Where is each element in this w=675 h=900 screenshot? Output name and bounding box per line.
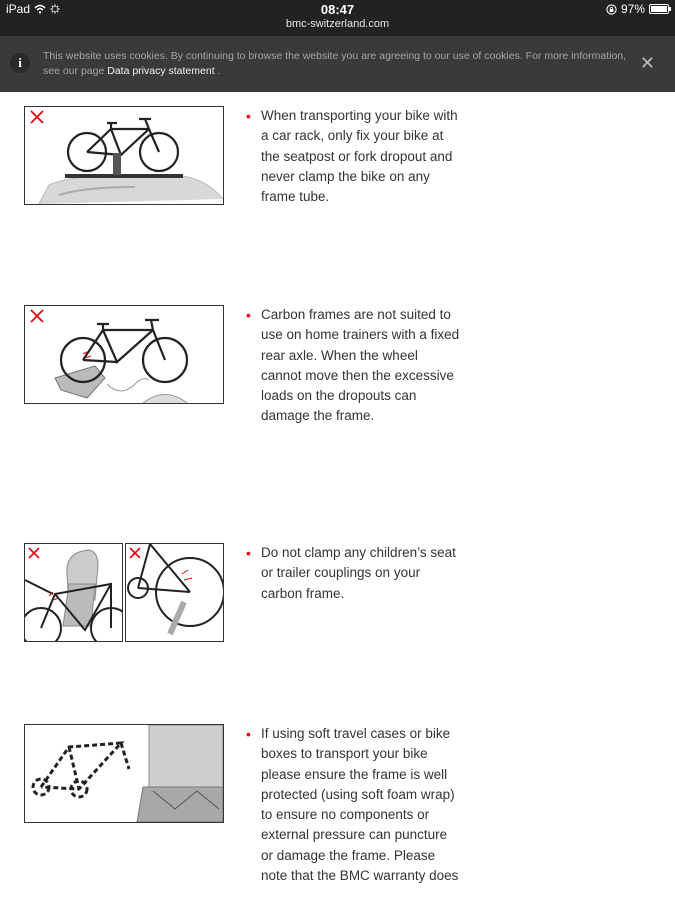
device-name: iPad [6,2,31,16]
privacy-link[interactable]: Data privacy statement [107,65,215,77]
battery-icon [649,4,669,14]
rotation-lock-icon [606,4,617,15]
status-bar [0,0,675,36]
bullet-icon: • [246,108,251,124]
main-content [0,92,675,900]
bullet-icon: • [246,726,251,742]
child-seat-illustration [24,543,123,642]
cookie-trailing: . [217,65,221,77]
cookie-message [43,49,628,79]
clock: 08:47 [320,2,355,17]
cookie-banner [0,36,675,92]
cookie-text: This website uses cookies. By continuing to browse the website you are agreeing to our use of cookies. For more information, see our page [43,50,627,77]
bullet-icon: • [246,307,251,323]
bullet-icon: • [246,545,251,561]
info-icon: i [10,53,30,73]
item-text: Carbon frames are not suited to use on home trainers with a fixed rear axle. When the wheel cannot move then the excessive loads on the dropouts can damage the frame. [261,307,460,424]
car-rack-illustration [24,106,224,205]
address-url[interactable]: bmc-switzerland.com [285,18,390,30]
status-right [606,2,669,16]
item-text: When transporting your bike with a car rack, only fix your bike at the seatpost or fork dropout and never clamp the bike on any frame tube. [261,108,458,205]
close-icon[interactable]: ✕ [639,53,655,73]
home-trainer-illustration [24,305,224,404]
travel-case-illustration [24,724,224,823]
battery-percent: 97% [620,2,645,16]
item-text: Do not clamp any children’s seat or trailer couplings on your carbon frame. [261,545,456,601]
trailer-coupling-illustration [125,543,224,642]
item-text: If using soft travel cases or bike boxes to transport your bike please ensure the frame is well protected (using soft foam wrap) to ensure no components or external pressure can puncture or damage the frame. Please note that the BMC warranty does [261,726,459,884]
